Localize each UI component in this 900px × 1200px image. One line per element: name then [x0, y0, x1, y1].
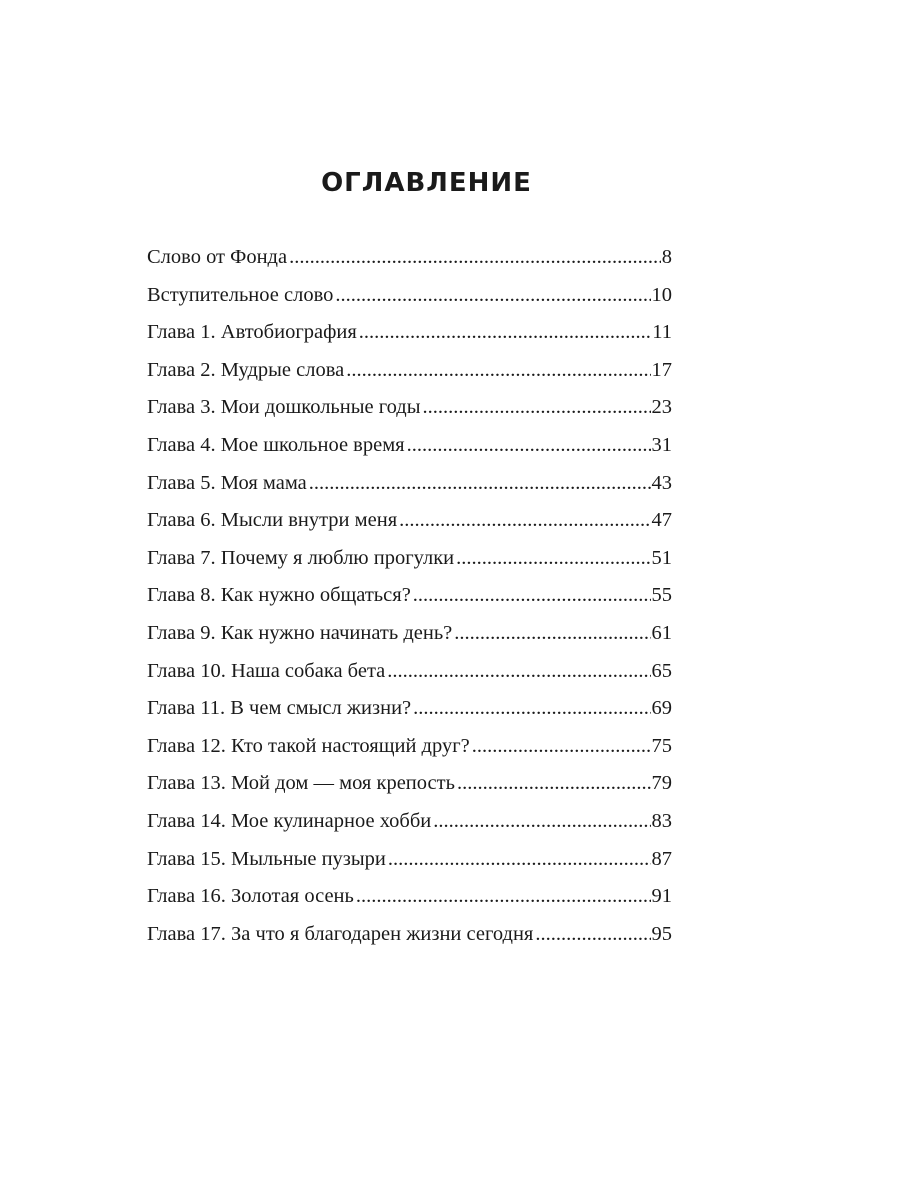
dot-leader — [356, 885, 651, 908]
toc-entry-page-number: 51 — [651, 546, 672, 569]
toc-entry-title: Глава 9. Как нужно начинать день? — [147, 621, 453, 644]
toc-entry-page-number: 79 — [651, 772, 672, 795]
toc-entry[interactable] — [147, 848, 672, 886]
toc-entry-title: Глава 11. В чем смысл жизни? — [147, 697, 412, 720]
dot-leader — [456, 547, 650, 570]
toc-entry[interactable] — [147, 735, 672, 773]
toc-entry-page-number: 23 — [651, 396, 672, 419]
toc-entry-page-number: 31 — [651, 433, 672, 456]
toc-entry[interactable] — [147, 810, 672, 848]
dot-leader — [387, 660, 650, 683]
dot-leader — [423, 396, 651, 419]
toc-entry[interactable] — [147, 434, 672, 472]
toc-entry[interactable] — [147, 547, 672, 585]
dot-leader — [535, 923, 650, 946]
toc-entry-page-number: 8 — [661, 246, 672, 268]
dot-leader — [399, 509, 650, 532]
toc-entry-title: Глава 17. За что я благодарен жизни сегодня — [147, 922, 534, 945]
toc-entry-page-number: 10 — [651, 283, 672, 306]
dot-leader — [454, 622, 650, 645]
toc-entry[interactable] — [147, 321, 672, 359]
toc-entry-title: Глава 5. Моя мама — [147, 471, 307, 494]
toc-entry-page-number: 91 — [651, 885, 672, 908]
toc-entry[interactable] — [147, 396, 672, 434]
toc-entry-page-number: 65 — [651, 659, 672, 682]
toc-entry-page-number: 75 — [651, 734, 672, 757]
toc-entry-page-number: 95 — [651, 922, 672, 945]
toc-entry-page-number: 47 — [651, 509, 672, 532]
toc-entry[interactable] — [147, 885, 672, 923]
toc-entry-page-number: 55 — [651, 584, 672, 607]
toc-entry-title: Глава 2. Мудрые слова — [147, 358, 345, 381]
toc-entry-title: Глава 4. Мое школьное время — [147, 433, 405, 456]
toc-entry-title: Глава 3. Мои дошкольные годы — [147, 396, 421, 419]
toc-entry-title: Глава 8. Как нужно общаться? — [147, 584, 411, 607]
toc-entry-page-number: 61 — [651, 621, 672, 644]
toc-entry-title: Глава 15. Мыльные пузыри — [147, 847, 386, 870]
toc-entry[interactable] — [147, 359, 672, 397]
dot-leader — [457, 772, 651, 795]
dot-leader — [407, 434, 651, 457]
table-of-contents — [147, 246, 672, 960]
toc-entry-page-number: 11 — [652, 321, 672, 344]
toc-entry-title: Вступительное слово — [147, 283, 334, 306]
toc-entry-title: Глава 10. Наша собака бета — [147, 659, 386, 682]
toc-entry[interactable] — [147, 660, 672, 698]
toc-entry[interactable] — [147, 584, 672, 622]
toc-entry[interactable] — [147, 472, 672, 510]
toc-entry-page-number: 87 — [651, 847, 672, 870]
toc-entry-title: Слово от Фонда — [147, 246, 288, 268]
toc-entry-title: Глава 7. Почему я люблю прогулки — [147, 546, 455, 569]
dot-leader — [359, 321, 651, 344]
toc-entry-title: Глава 1. Автобиография — [147, 321, 357, 344]
toc-entry[interactable] — [147, 923, 672, 961]
dot-leader — [433, 810, 650, 833]
dot-leader — [289, 246, 661, 269]
toc-entry[interactable] — [147, 509, 672, 547]
toc-entry-title: Глава 13. Мой дом — моя крепость — [147, 772, 455, 795]
toc-entry-page-number: 69 — [651, 697, 672, 720]
toc-entry[interactable] — [147, 246, 672, 284]
toc-entry-page-number: 43 — [651, 471, 672, 494]
toc-entry-title: Глава 6. Мысли внутри меня — [147, 509, 398, 532]
dot-leader — [472, 735, 651, 758]
toc-entry[interactable] — [147, 622, 672, 660]
toc-entry[interactable] — [147, 284, 672, 322]
toc-entry-title: Глава 16. Золотая осень — [147, 885, 354, 908]
toc-entry-page-number: 17 — [651, 358, 672, 381]
toc-entry-page-number: 83 — [651, 809, 672, 832]
toc-entry[interactable] — [147, 772, 672, 810]
toc-entry-title: Глава 12. Кто такой настоящий друг? — [147, 734, 470, 757]
dot-leader — [413, 584, 651, 607]
toc-entry[interactable] — [147, 697, 672, 735]
dot-leader — [346, 359, 650, 382]
dot-leader — [309, 472, 651, 495]
toc-entry-title: Глава 14. Мое кулинарное хобби — [147, 809, 432, 832]
page-title: ОГЛАВЛЕНИЕ — [321, 168, 532, 198]
dot-leader — [335, 284, 650, 307]
dot-leader — [413, 697, 650, 720]
dot-leader — [388, 848, 651, 871]
